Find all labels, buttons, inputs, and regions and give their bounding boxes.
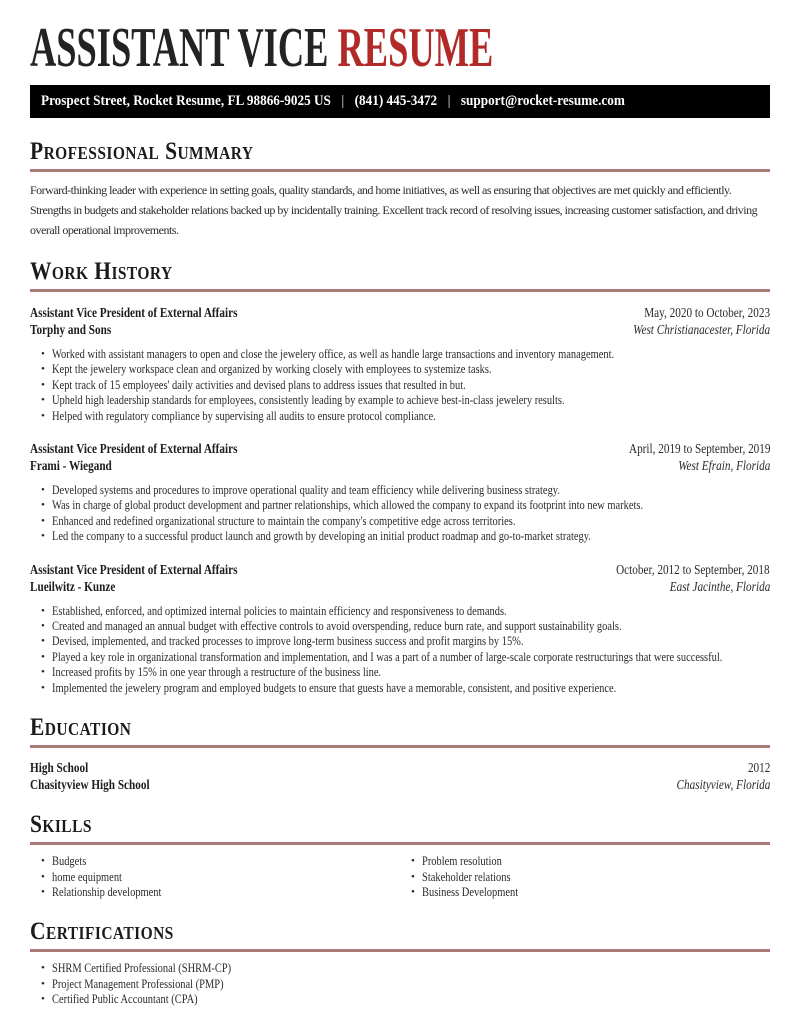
bullet-text: Established, enforced, and optimized internal policies to maintain efficiency and responsiveness to demands. <box>52 603 507 618</box>
job-location: West Efrain, Florida <box>677 458 770 474</box>
skill-text: Problem resolution <box>422 854 502 869</box>
certification-text: Certified Public Accountant (CPA) <box>52 992 198 1007</box>
skill-text: Budgets <box>52 854 87 869</box>
bullet-text: Enhanced and redefined organizational structure to maintain the company's competitive edge across territories. <box>52 513 516 528</box>
job-dates: May, 2020 to October, 2023 <box>644 305 770 320</box>
bullet-text: Upheld high leadership standards for employees, consistently leading by example to achieve best-in-class jewelery results. <box>52 393 565 408</box>
bullet-item <box>30 619 770 634</box>
contact-separator: | <box>447 93 451 109</box>
title-accent: RESUME <box>337 17 494 79</box>
contact-separator: | <box>341 93 345 109</box>
certification-item <box>30 961 770 976</box>
bullet-item <box>30 634 770 649</box>
resume-title <box>30 17 770 79</box>
bullet-item <box>30 514 770 529</box>
skill-text: home equipment <box>52 869 122 884</box>
skill-item <box>30 854 400 869</box>
bullet-item <box>30 362 770 377</box>
job-company-row <box>30 457 770 474</box>
bullet-item <box>30 681 770 696</box>
skill-text: Business Development <box>422 884 519 899</box>
contact-phone: (841) 445-3472 <box>354 93 438 109</box>
certification-text: Project Management Professional (PMP) <box>52 976 224 991</box>
job-company-row <box>30 578 770 595</box>
certifications-list <box>30 961 770 1007</box>
bullet-text: Kept the jewelery workspace clean and organized by working closely with employees to systemize tasks. <box>52 362 492 377</box>
bullet-text: Was in charge of global product development and partner relationships, which allowed the company to expand its footprint into new markets. <box>52 498 644 513</box>
resume-title-text <box>30 17 494 79</box>
section-heading-education-label: Education <box>30 714 132 742</box>
certification-item <box>30 977 770 992</box>
bullet-text: Increased profits by 15% in one year through a restructure of the business line. <box>52 665 382 680</box>
section-heading-summary-label: Professional Summary <box>30 138 254 165</box>
section-heading-education <box>30 716 770 748</box>
section-heading-work-history <box>30 260 770 292</box>
graduation-year: 2012 <box>747 760 770 776</box>
job-bullet-list <box>30 604 770 696</box>
bullet-text: Played a key role in organizational transformation and implementation, and I was a part of a number of large-scale corporate restructurings that were successful. <box>52 649 723 664</box>
job-title: Assistant Vice President of External Affairs <box>30 305 238 320</box>
section-heading-skills <box>30 813 770 845</box>
school-name: Chasityview High School <box>30 777 150 793</box>
bullet-item <box>30 604 770 619</box>
bullet-item <box>30 665 770 680</box>
bullet-text: Implemented the jewelery program and employed budgets to ensure that guests have a memorable, consistent, and positive experience. <box>52 680 617 695</box>
degree-name: High School <box>30 760 89 776</box>
section-heading-summary <box>30 140 770 172</box>
bullet-text: Led the company to a successful product launch and growth by developing an initial product roadmap and go-to-market strategy. <box>52 529 591 544</box>
title-primary: ASSISTANT VICE <box>30 17 338 79</box>
skills-column-left <box>30 854 400 900</box>
job-location: West Christianacester, Florida <box>633 322 770 337</box>
bullet-text: Helped with regulatory compliance by supervising all audits to ensure protocol compliance. <box>52 408 436 423</box>
bullet-item <box>30 529 770 544</box>
section-heading-certifications-label: Certifications <box>30 918 174 946</box>
job-company-row <box>30 321 770 338</box>
certification-text: SHRM Certified Professional (SHRM-CP) <box>52 961 232 976</box>
company-name: Frami - Wiegand <box>30 458 112 474</box>
bullet-item <box>30 393 770 408</box>
company-name: Torphy and Sons <box>30 322 112 337</box>
contact-line <box>41 93 625 110</box>
certification-item <box>30 992 770 1007</box>
section-heading-work-history-label: Work History <box>30 258 173 285</box>
job-bullet-list <box>30 483 770 545</box>
skill-item <box>400 870 770 885</box>
skill-item <box>400 885 770 900</box>
skills-column-right <box>400 854 770 900</box>
job-header-row <box>30 561 770 578</box>
summary-text: Forward-thinking leader with experience in setting goals, quality standards, and home initiatives, as well as ensuring that objectives are met quickly and efficiently. Strengths in budgets and stakeholder relations backed up by incidentally training. Excellent track record of resolving issues, increasing customer satisfaction, and driving overall operational improvements. <box>30 183 758 237</box>
bullet-item <box>30 650 770 665</box>
bullet-item <box>30 409 770 424</box>
bullet-item <box>30 498 770 513</box>
bullet-text: Devised, implemented, and tracked processes to improve long-term business success and profit margins by 15%. <box>52 634 524 649</box>
job-header-row <box>30 304 770 321</box>
school-location: Chasityview, Florida <box>676 777 770 793</box>
job-entry <box>30 304 770 424</box>
bullet-text: Created and managed an annual budget with effective controls to avoid overspending, reduce burn rate, and support sustainability goals. <box>52 619 622 634</box>
job-header-row <box>30 440 770 457</box>
bullet-text: Kept track of 15 employees' daily activities and devised plans to address issues that resulted in but. <box>52 377 466 392</box>
skill-item <box>30 885 400 900</box>
job-entry <box>30 561 770 696</box>
job-location: East Jacinthe, Florida <box>669 578 770 594</box>
bullet-text: Developed systems and procedures to improve operational quality and team efficiency while delivering business strategy. <box>52 483 560 498</box>
education-school-row <box>30 776 770 793</box>
bullet-item <box>30 378 770 393</box>
bullet-item <box>30 483 770 498</box>
skill-item <box>30 870 400 885</box>
skill-text: Stakeholder relations <box>422 869 511 884</box>
job-title: Assistant Vice President of External Affairs <box>30 441 238 457</box>
bullet-item <box>30 347 770 362</box>
job-dates: October, 2012 to September, 2018 <box>616 561 770 577</box>
company-name: Lueilwitz - Kunze <box>30 578 116 594</box>
education-degree-row <box>30 759 770 776</box>
section-heading-skills-label: Skills <box>30 811 92 839</box>
contact-email: support@rocket-resume.com <box>460 93 625 109</box>
skills-columns <box>30 854 770 900</box>
job-entry <box>30 440 770 545</box>
job-title: Assistant Vice President of External Affairs <box>30 561 238 577</box>
contact-address: Prospect Street, Rocket Resume, FL 98866-9025 US <box>41 93 331 109</box>
contact-bar <box>30 85 770 118</box>
job-bullet-list <box>30 347 770 424</box>
bullet-text: Worked with assistant managers to open and close the jewelery office, as well as handle large transactions and inventory management. <box>52 347 615 361</box>
section-heading-certifications <box>30 920 770 952</box>
skill-text: Relationship development <box>52 884 162 899</box>
job-dates: April, 2019 to September, 2019 <box>628 441 770 457</box>
education-entry <box>30 759 770 793</box>
skill-item <box>400 854 770 869</box>
